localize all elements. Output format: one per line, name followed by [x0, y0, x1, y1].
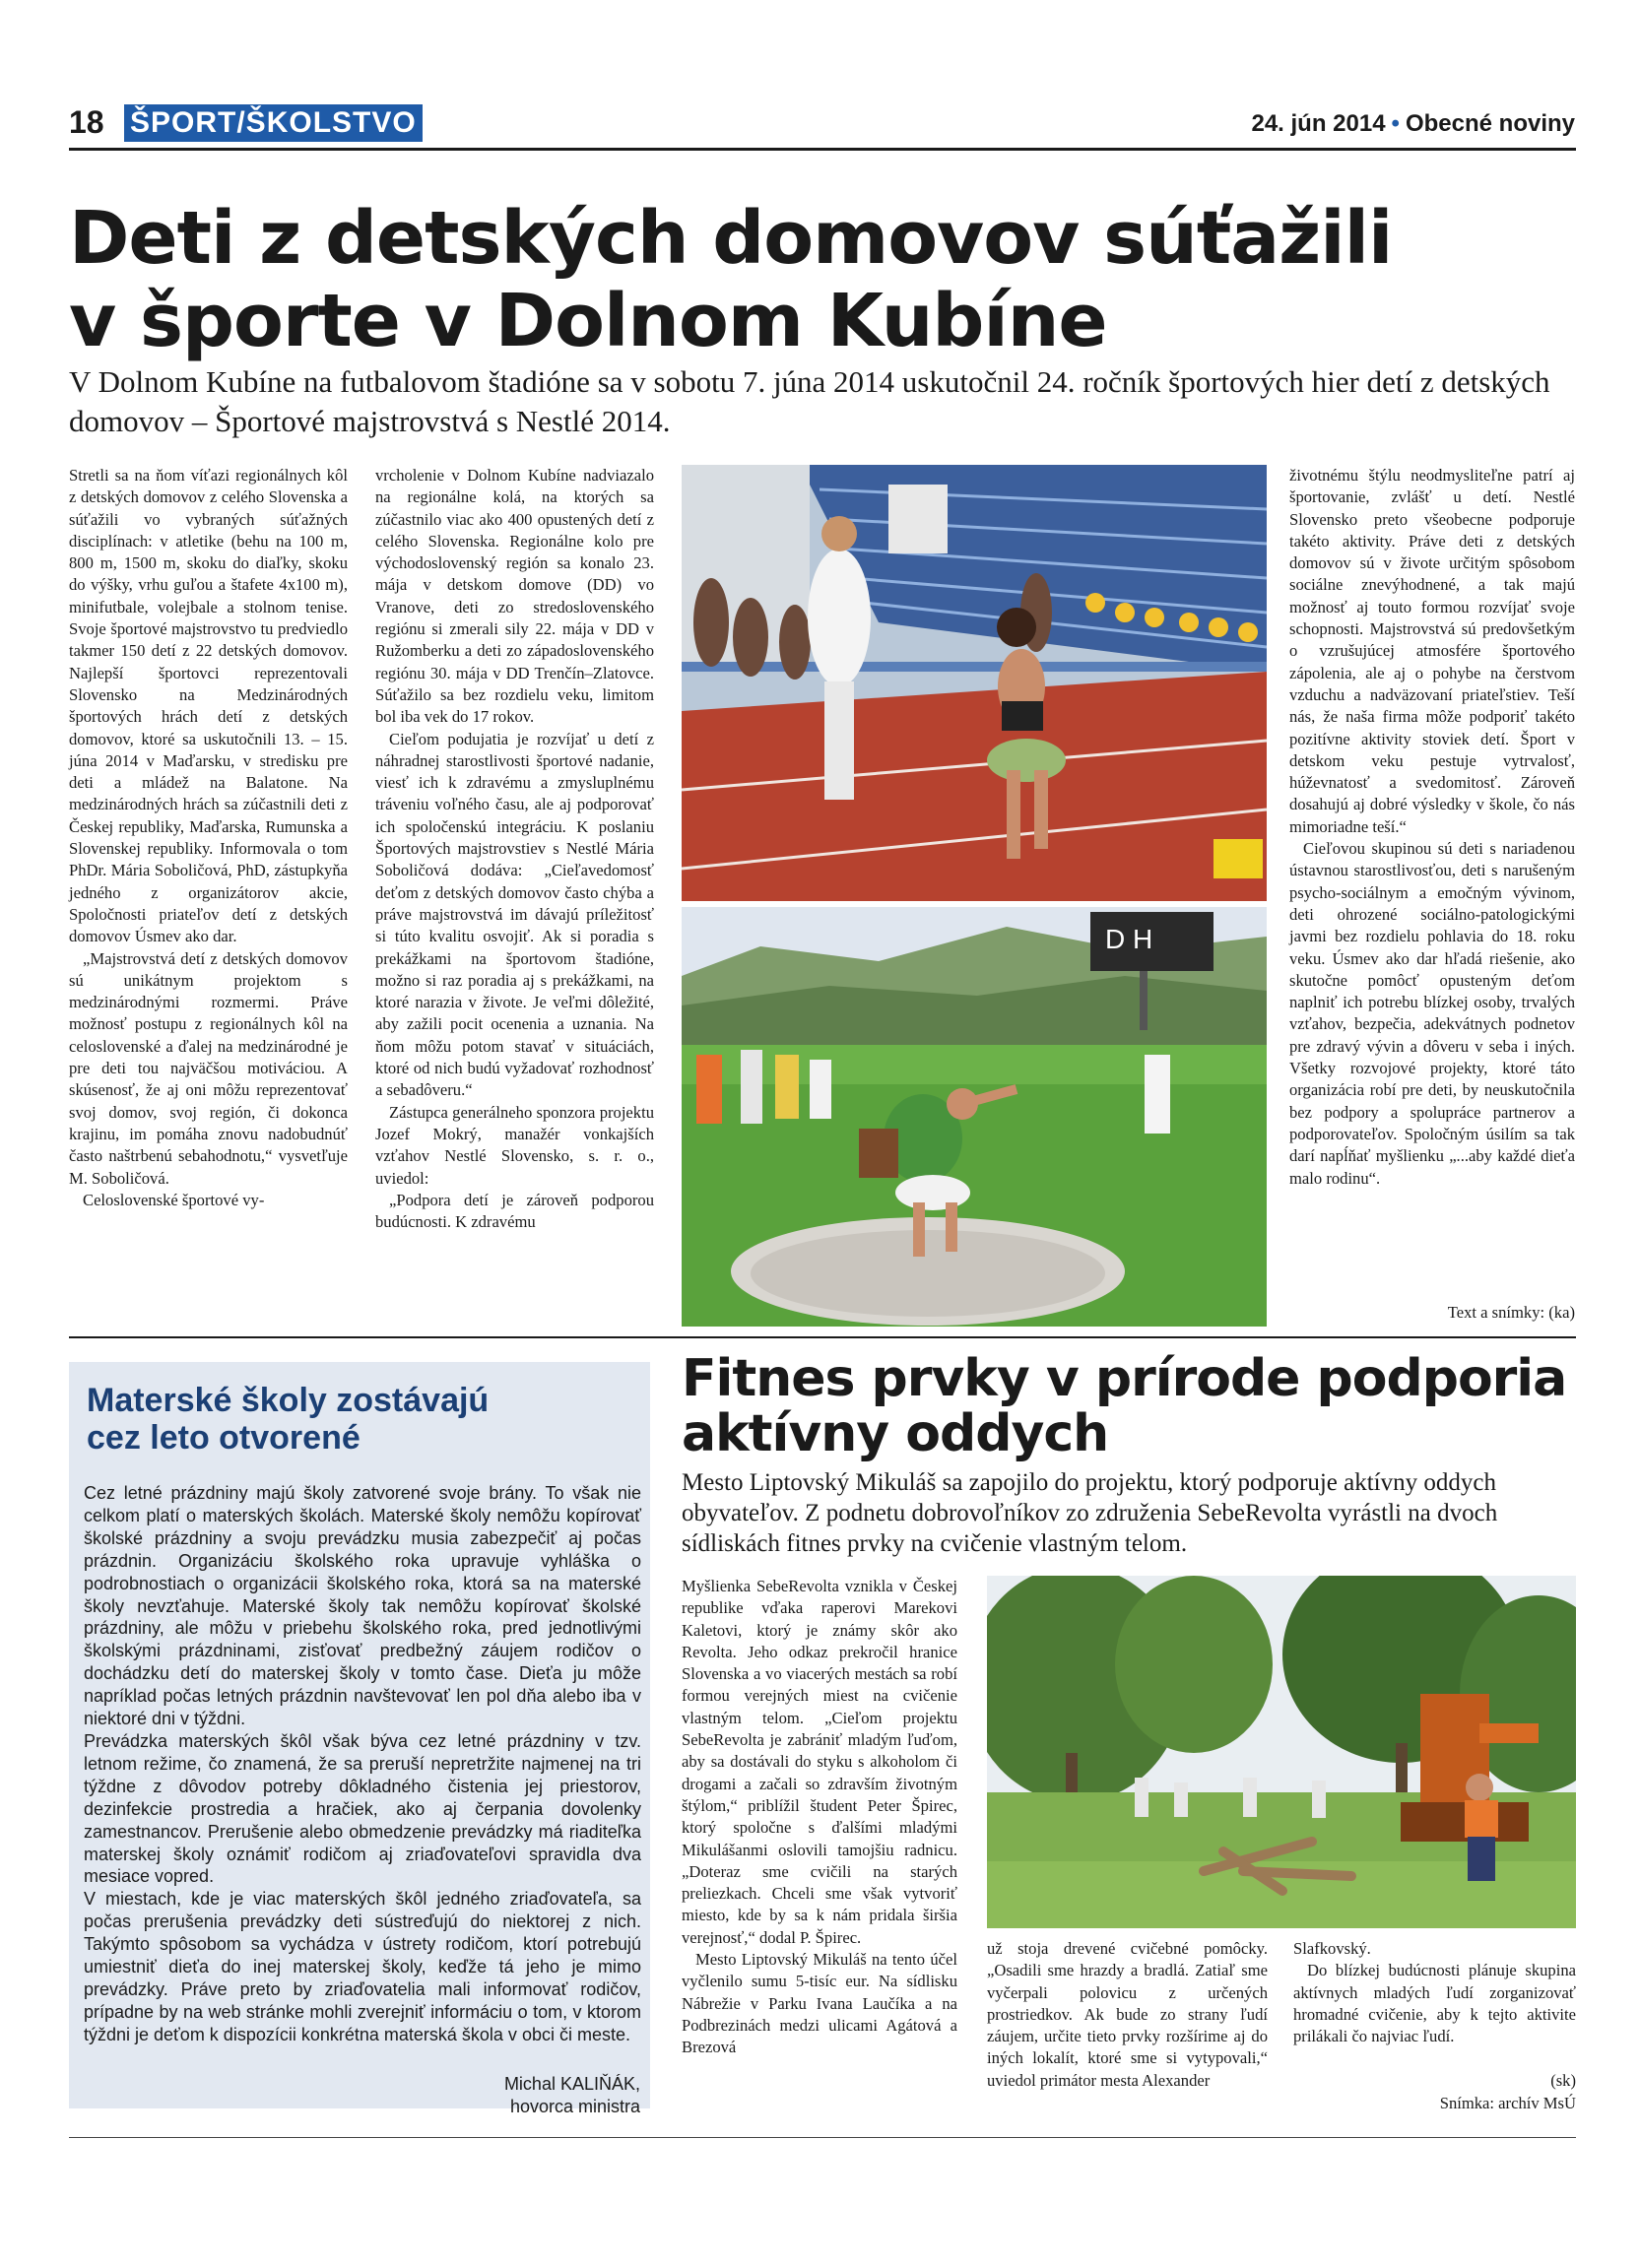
article-column-3 [1289, 465, 1575, 1190]
photo-shot-put [682, 907, 1267, 1327]
page-number: 18 [69, 104, 104, 140]
footer-rule [69, 2137, 1576, 2138]
sidebar-author: Michal KALIŇÁK, [503, 2074, 640, 2094]
sidebar-title [87, 1382, 638, 1457]
photo-fitness-park [987, 1576, 1576, 1928]
paragraph: Do blízkej budúcnosti plánuje skupina aktívnych mladých ľudí zorganizovať hromadné cvičenie, aby k tejto aktivite prilákali čo najviac ľudí. [1293, 1961, 1576, 2046]
paragraph: „Majstrovstvá detí z detských domovov sú unikátnym projektom s medzinárodnými rozmermi. Práve možnosť postupu z regionálnych kôl na celoslovenské a ďalej na medzinárodné je pre deti tou najväčšou motiváciou. A skúsenosť, že aj oni môžu reprezentovať svoj domov, svoj región, či dokonca krajinu, im pomáha znovu nadobudnúť často naštrbenú sebahodnotu,“ vysvetľuje M. Soboličová. [69, 948, 348, 1188]
paragraph: už stoja drevené cvičebné pomôcky. „Osadili sme hrazdy a bradlá. Zatiaľ sme vyčerpali polovicu z určených prostriedkov. Ak bude zo strany ľudí záujem, určite tieto prvky rozšírime aj do iných lokalít, ktoré sme si vytypovali,“ uviedol primátor mesta Alexander [987, 1939, 1268, 2090]
section-badge: ŠPORT/ŠKOLSTVO [124, 104, 423, 142]
issue-info [1251, 110, 1575, 138]
photo-shot-put-image [682, 907, 1267, 1327]
photo-running-race [682, 465, 1267, 901]
article2-lead: Mesto Liptovský Mikuláš sa zapojilo do projektu, ktorý podporuje aktívny oddych obyvateľov. Z podnetu dobrovoľníkov zo združenia SebeRevolta vyrástli na dvoch sídliskách fitnes prvky na cvičenie vlastným telom. [682, 1469, 1498, 1557]
paragraph: V miestach, kde je viac materských škôl jedného zriaďovateľa, sa počas prerušenia prevádzky deti sústreďujú do niektorej z nich. Takýmto spôsobom sa vychádza v ústrety rodičom, ktorí potrebujú umiestniť dieťa do inej materskej školy, keďže tá jeho je mimo prevádzky. Práve preto by zriaďovatelia mali informovať rodičov, prípadne by na web stránke mohli zverejniť informáciu o tom, v ktorom týždni je deťom k dispozícii konkrétna materská škola v obci či meste. [84, 1889, 641, 2044]
paragraph: Cieľovou skupinou sú deti s nariadenou ústavnou starostlivosťou, deti s narušeným psycho-sociálnym a emočným vývinom, deti ohrozené sociálno-patologickými javmi bez rozdielu pohlavia do 18. roku veku. Úsmev ako dar hľadá riešenie, ako skutočne pomôcť opusteným deťom naplniť ich potrebu blízkej osoby, trvalých vzťahov, bezpečia, adekvátnych podnetov pre zdravý vývin a dôveru v seba i iných. Všetky rozvojové projekty, ktoré táto organizácia robí pre deti, by neuskutočnila bez podpory a spolupráce partnerov a podporovateľov. Spoločným úsilím sa tak darí napĺňať myšlienku „...aby každé dieťa malo rodinu“. [1289, 839, 1575, 1188]
article-lead: V Dolnom Kubíne na futbalovom štadióne sa v sobotu 7. júna 2014 uskutočnil 24. ročník športových hier detí z detských domovov – Športové majstrovstvá s Nestlé 2014. [69, 364, 1550, 438]
issue-date: 24. jún 2014 [1251, 110, 1386, 137]
paragraph: Cieľom podujatia je rozvíjať u detí z náhradnej starostlivosti športové nadanie, viesť ich k zdravému a zmysluplnému tráveniu voľného času, ale aj podporovať ich spoločenskú integráciu. K poslaniu Športových majstrovstiev s Nestlé Mária Soboličová dodáva: „Cieľavedomosť deťom z detských domovov často chýba a práve majstrovstvá im dávajú príležitosť si túto kvalitu osvojiť. Ak si poradia s prekážkami na športovom štadióne, možno si raz poradia aj s prekážkami, na ktoré narazia v živote. Je veľmi dôležité, aby zažili pocit ocenenia a uznania. Na ňom môžu potom stavať v situáciách, ktoré od nich budú vyžadovať rozhodnosť a sebadôveru.“ [375, 729, 654, 1100]
article-column-1 [69, 465, 348, 1211]
header-rule [69, 148, 1576, 151]
article2-headline [682, 1351, 1588, 1461]
paper-name: Obecné noviny [1405, 110, 1575, 137]
headline-line-1: Deti z detských domovov súťažili [69, 196, 1393, 281]
issue-separator: • [1391, 110, 1400, 137]
paragraph: vrcholenie v Dolnom Kubíne nadviazalo na regionálne kolá, na ktorých sa zúčastnilo viac ako 400 opustených detí z celého Slovenska. Regionálne kolo pre východoslovenský región sa konalo 23. mája v detskom domove (DD) vo Vranove, deti zo stredoslovenského regiónu si zmerali sily 22. mája v DD v Ružomberku a deti zo západoslovenského regiónu 30. mája v DD Trenčín–Zlatovce. Súťažilo sa bez rozdielu veku, limitom bol iba vek do 17 rokov. [375, 466, 654, 727]
photo-fitness-park-image [987, 1576, 1576, 1928]
article2-column-3 [1293, 1938, 1576, 2047]
paragraph: Myšlienka SebeRevolta vznikla v Českej republike vďaka raperovi Marekovi Kaletovi, ktorý je známy skôr ako Revolta. Jeho odkaz prekročil hranice Slovenska a vo viacerých mestách sa robí formou verejných miest na cvičenie vlastným telom. „Cieľom projektu SebeRevolta je zabrániť mladým ľuďom, aby sa dostávali do styku s alkoholom či drogami a začali so zdravším životným štýlom,“ priblížil študent Peter Špirec, ktorý spoločne s ďalšími mladými Mikulášanmi oslovili tamojšiu radnicu. „Doteraz sme cvičili na starých preliezkach. Chceli sme však vytvoriť miesto, kde by sa k nám pridala širšia verejnosť,“ dodal P. Špirec. [682, 1577, 957, 1947]
article2-column-1 [682, 1576, 957, 2059]
article2-author: (sk) [1550, 2071, 1576, 2090]
sidebar-title-line-2: cez leto otvorené [87, 1419, 361, 1457]
paragraph: Cez letné prázdniny majú školy zatvorené svoje brány. To však nie celkom platí o materských školách. Materské školy nemôžu kopírovať školské prázdniny a svoju prevádzku musia zabezpečiť aj počas prázdnin. Organizáciu školského roka upravuje vyhláška o podrobnostiach o organizácii školského roka, ktorá sa na materské školy nevzťahuje. Materské školy tak nemôžu kopírovať školské prázdniny, ale môžu v priebehu školského roka, pred jednotlivými školskými prázdninami, zisťovať predbežný záujem rodičov o dochádzku detí do materskej školy v tomto čase. Dieťa ju môže napríklad počas letných prázdnin navštevovať len pol dňa alebo iba v niektoré dni v týždni. [84, 1483, 641, 1729]
paragraph: „Podpora detí je zároveň podporou budúcnosti. K zdravému [375, 1190, 654, 1232]
headline-line-2: v športe v Dolnom Kubíne [69, 279, 1107, 363]
article2-headline-line-1: Fitnes prvky v prírode podporia [682, 1349, 1567, 1408]
paragraph: Zástupca generálneho sponzora projektu Jozef Mokrý, manažér vonkajších vzťahov Nestlé Slovensko, s. r. o., uviedol: [375, 1102, 654, 1188]
paragraph: životnému štýlu neodmysliteľne patrí aj športovanie, zvlášť u detí. Nestlé Slovensko preto všeobecne podporuje takéto aktivity. Práve deti z detských domovov sú v živote určitým spôsobom sociálne znevýhodnené, a tak majú možnosť aj touto formou rozvíjať svoje schopnosti. Majstrovstvá sú predovšetkým o vzrušujúcej atmosfére športového zápolenia, ale aj o pohybe na čerstvom vzduchu a nadväzovaní priateľstiev. Teší nás, že naša firma môže podporiť takéto pozitívne aktivity stoviek detí. Šport v detskom veku pestuje vytrvalosť, húževnatosť a svedomitosť. Zároveň dosahujú aj dobré výsledky v škole, čo nás mimoriadne teší.“ [1289, 466, 1575, 836]
article2-photo-credit: Snímka: archív MsÚ [1439, 2094, 1576, 2112]
paragraph: Stretli sa na ňom víťazi regionálnych kôl z detských domovov z celého Slovenska a súťažili vo vybraných súťažných disciplínach: v atletike (behu na 100 m, 800 m, 1500 m, skoku do diaľky, skoku do výšky, vrhu guľou a štafete 4x100 m), minifutbale, volejbale a stolnom tenise. Svoje športové majstrovstvo tu predviedlo takmer 150 detí z 22 detských domovov. Najlepší športovci reprezentovali Slovensko na Medzinárodných športových hrách detí z detských domovov, ktoré sa uskutočnili 13. – 15. júna 2014 v Maďarsku, v stredisku pre deti a mládež na Balatone. Na medzinárodných hrách sa zúčastnili deti z Českej republiky, Maďarska, Rumunska a Slovenskej republiky. Informovala o tom PhDr. Mária Soboličová, PhD, zástupkyňa jedného z organizátorov akcie, Spoločnosti priateľov detí z detských domovov Úsmev ako dar. [69, 466, 348, 946]
paragraph: Prevádzka materských škôl však býva cez letné prázdniny v tzv. letnom režime, čo znamená, že sa preruší nepretržite najmenej na tri týždne z dôvodov potreby dôkladného čistenia jej priestorov, dezinfekcie prostredia a hračiek, ako aj čerpania dovolenky zamestnancov. Prerušenie alebo obmedzenie prevádzky má riaditeľka materskej školy oznámiť rodičom aj zriaďovateľovi spravidla dva mesiace vopred. [84, 1730, 641, 1887]
paragraph: Celoslovenské športové vy- [83, 1190, 265, 1209]
paragraph: Slafkovský. [1293, 1939, 1371, 1958]
sidebar-text [84, 1482, 641, 2046]
sidebar-signature [504, 2073, 640, 2118]
sidebar-title-line-1: Materské školy zostávajú [87, 1382, 490, 1419]
sidebar-author-role: hovorca ministra [509, 2097, 640, 2116]
svg-text:D H: D H [1105, 924, 1153, 954]
paragraph: Mesto Liptovský Mikuláš na tento účel vyčlenilo sumu 5-tisíc eur. Na sídlisku Nábrežie v Parku Ivana Laučíka a na Podbrezinách medzi ulicami Agátová a Brezová [682, 1950, 957, 2057]
article2-headline-line-2: aktívny oddych [682, 1404, 1109, 1463]
article-column-2 [375, 465, 654, 1233]
section-divider [69, 1336, 1576, 1338]
article-headline [69, 197, 1576, 362]
article2-column-2 [987, 1938, 1268, 2092]
photo-running-race-image [682, 465, 1267, 901]
photo-credit: Text a snímky: (ka) [1447, 1303, 1575, 1322]
